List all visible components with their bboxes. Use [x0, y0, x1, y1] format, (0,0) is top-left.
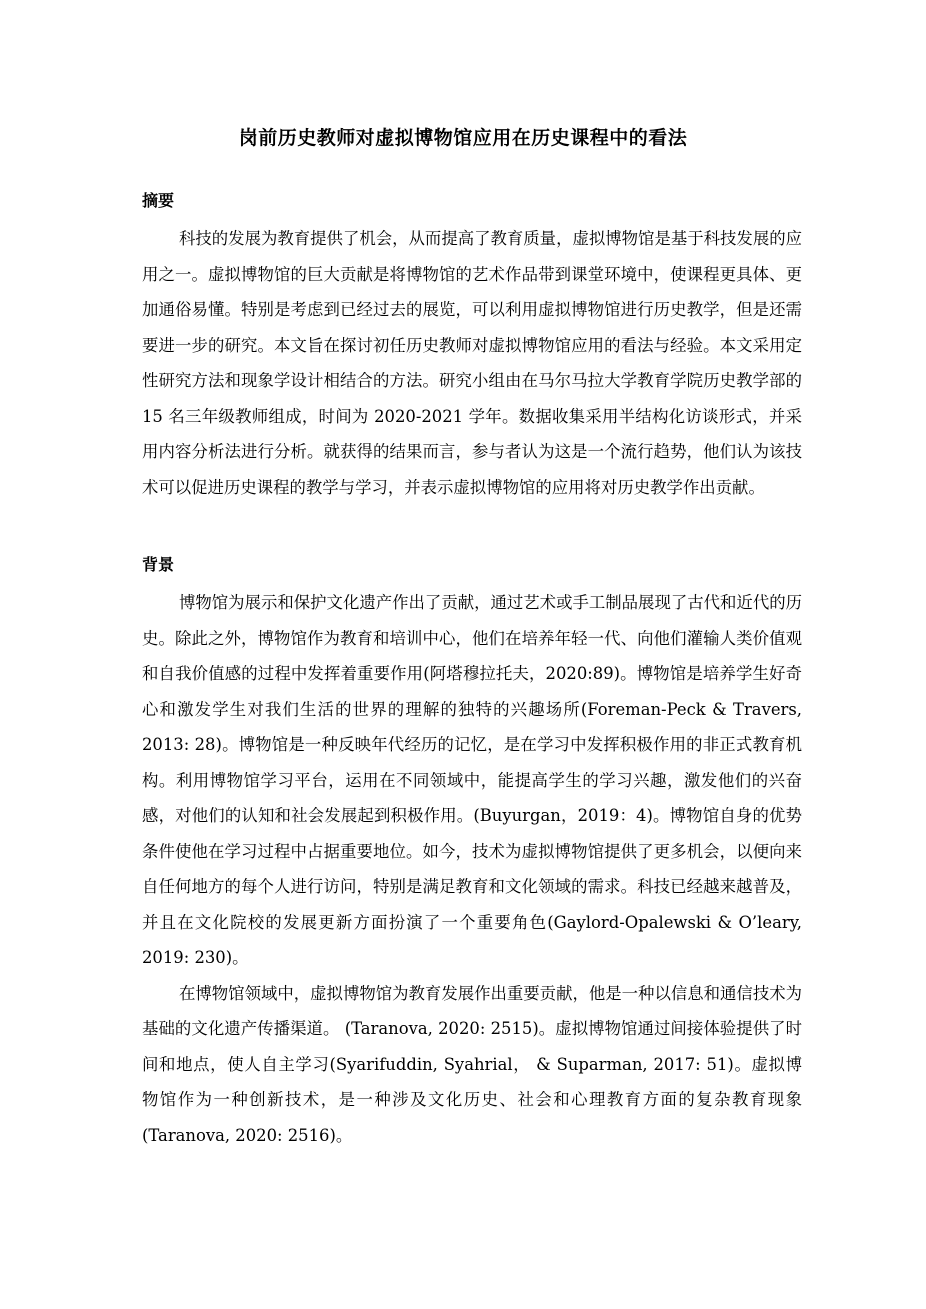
- background-paragraph-2: 在博物馆领域中，虚拟博物馆为教育发展作出重要贡献，他是一种以信息和通信技术为基础的文化遗产传播渠道。 (Taranova, 2020: 2515)。虚拟博物馆通过间接体验提供了时间和地点，使人自主学习(Syarifuddin, Syahrial， & Suparman, 2017: 51)。虚拟博物馆作为一种创新技术，是一种涉及文化历史、社会和心理教育方面的复杂教育现象(Taranova, 2020: 2516)。: [142, 983, 802, 1145]
- paper-title: 岗前历史教师对虚拟博物馆应用在历史课程中的看法: [238, 127, 688, 149]
- background-section: [142, 550, 802, 1153]
- background-heading: 背景: [142, 555, 175, 574]
- background-paragraph-1: 博物馆为展示和保护文化遗产作出了贡献，通过艺术或手工制品展现了古代和近代的历史。除此之外，博物馆作为教育和培训中心，他们在培养年轻一代、向他们灌输人类价值观和自我价值感的过程中发挥着重要作用(阿塔穆拉托夫，2020:89)。博物馆是培养学生好奇心和激发学生对我们生活的世界的理解的独特的兴趣场所(Foreman-Peck & Travers, 2013: 28)。博物馆是一种反映年代经历的记忆，是在学习中发挥积极作用的非正式教育机构。利用博物馆学习平台，运用在不同领域中，能提高学生的学习兴趣，激发他们的兴奋感，对他们的认知和社会发展起到积极作用。(Buyurgan，2019：4)。博物馆自身的优势条件使他在学习过程中占据重要地位。如今，技术为虚拟博物馆提供了更多机会，以便向来自任何地方的每个人进行访问，特别是满足教育和文化领域的需求。科技已经越来越普及，并且在文化院校的发展更新方面扮演了一个重要角色(Gaylord-Opalewski & O’leary, 2019: 230)。: [142, 593, 802, 967]
- abstract-section: [142, 186, 802, 505]
- abstract-paragraph: 科技的发展为教育提供了机会，从而提高了教育质量，虚拟博物馆是基于科技发展的应用之一。虚拟博物馆的巨大贡献是将博物馆的艺术作品带到课堂环境中，使课程更具体、更加通俗易懂。特别是考虑到已经过去的展览，可以利用虚拟博物馆进行历史教学，但是还需要进一步的研究。本文旨在探讨初任历史教师对虚拟博物馆应用的看法与经验。本文采用定性研究方法和现象学设计相结合的方法。研究小组由在马尔马拉大学教育学院历史教学部的 15 名三年级教师组成，时间为 2020-2021 学年。数据收集采用半结构化访谈形式，并采用内容分析法进行分析。就获得的结果而言，参与者认为这是一个流行趋势，他们认为该技术可以促进历史课程的教学与学习，并表示虚拟博物馆的应用将对历史教学作出贡献。: [142, 229, 802, 497]
- abstract-heading: 摘要: [142, 191, 175, 210]
